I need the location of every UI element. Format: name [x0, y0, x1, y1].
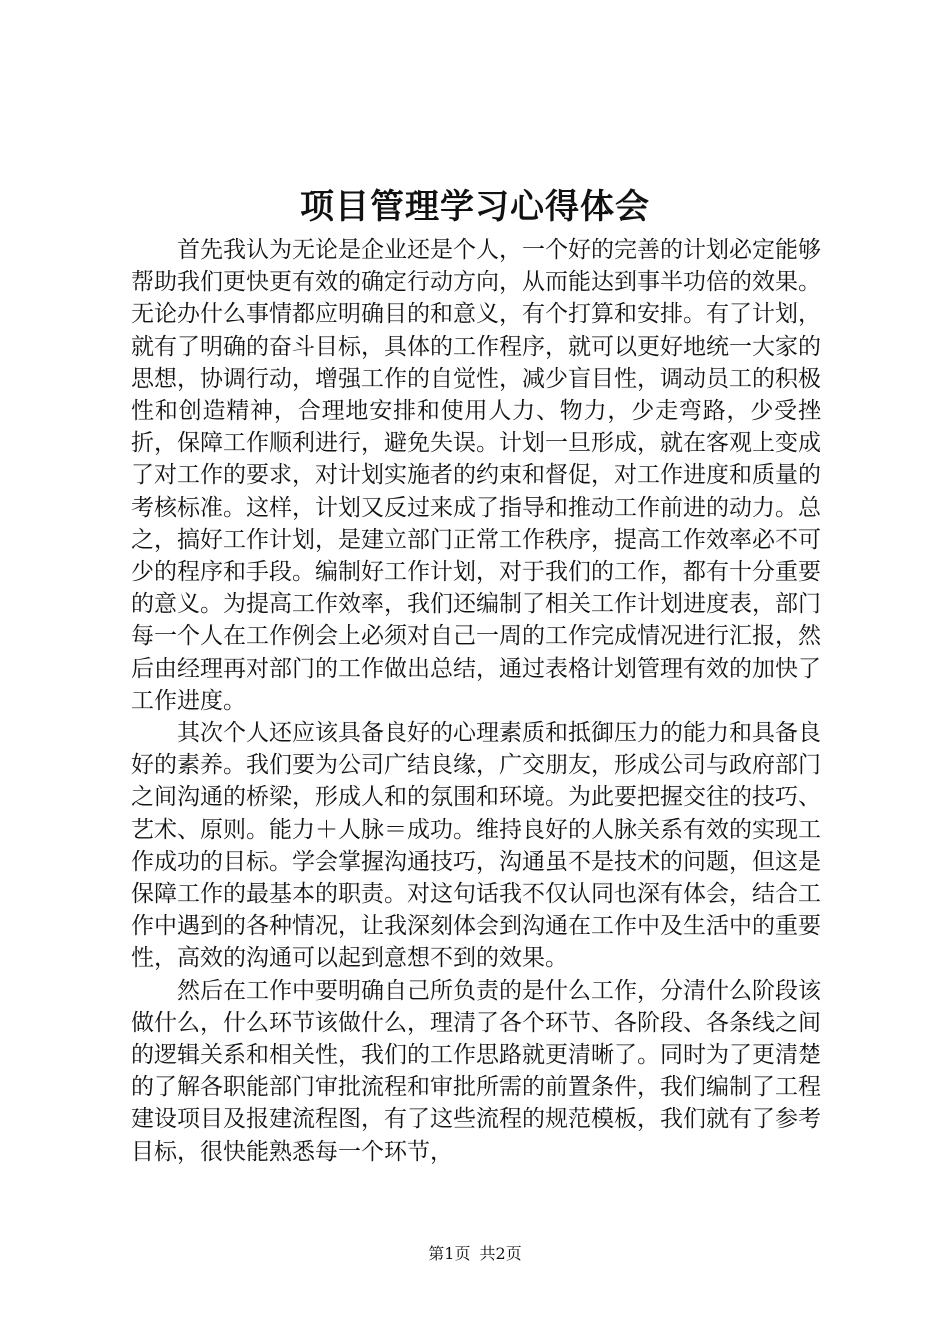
page-number: 第1页 [428, 1244, 471, 1263]
page-footer [0, 1243, 950, 1265]
paragraph-2: 其次个人还应该具备良好的心理素质和抵御压力的能力和具备良好的素养。我们要为公司广结良缘，广交朋友，形成公司与政府部门之间沟通的桥梁，形成人和的氛围和环境。为此要把握交往的技巧、艺术、原则。能力＋人脉＝成功。维持良好的人脉关系有效的实现工作成功的目标。学会掌握沟通技巧，沟通虽不是技术的问题，但这是保障工作的最基本的职责。对这句话我不仅认同也深有体会，结合工作中遇到的各种情况，让我深刻体会到沟通在工作中及生活中的重要性，高效的沟通可以起到意想不到的效果。 [131, 720, 821, 972]
document-title: 项目管理学习心得体会 [300, 187, 650, 227]
paragraph-1: 首先我认为无论是企业还是个人，一个好的完善的计划必定能够帮助我们更快更有效的确定行动方向，从而能达到事半功倍的效果。无论办什么事情都应明确目的和意义，有个打算和安排。有了计划，就有了明确的奋斗目标，具体的工作程序，就可以更好地统一大家的思想，协调行动，增强工作的自觉性，减少盲目性，调动员工的积极性和创造精神，合理地安排和使用人力、物力，少走弯路，少受挫折，保障工作顺利进行，避免失误。计划一旦形成，就在客观上变成了对工作的要求，对计划实施者的约束和督促，对工作进度和质量的考核标准。这样，计划又反过来成了指导和推动工作前进的动力。总之，搞好工作计划，是建立部门正常工作秩序，提高工作效率必不可少的程序和手段。编制好工作计划，对于我们的工作，都有十分重要的意义。为提高工作效率，我们还编制了相关工作计划进度表，部门每一个人在工作例会上必须对自己一周的工作完成情况进行汇报，然后由经理再对部门的工作做出总结，通过表格计划管理有效的加快了工作进度。 [131, 237, 821, 714]
paragraph-3: 然后在工作中要明确自己所负责的是什么工作，分清什么阶段该做什么，什么环节该做什么，理清了各个环节、各阶段、各条线之间的逻辑关系和相关性，我们的工作思路就更清晰了。同时为了更清楚的了解各职能部门审批流程和审批所需的前置条件，我们编制了工程建设项目及报建流程图，有了这些流程的规范模板，我们就有了参考目标，很快能熟悉每一个环节， [131, 977, 821, 1165]
page-total: 共2页 [479, 1244, 522, 1263]
document-body [131, 234, 821, 1168]
